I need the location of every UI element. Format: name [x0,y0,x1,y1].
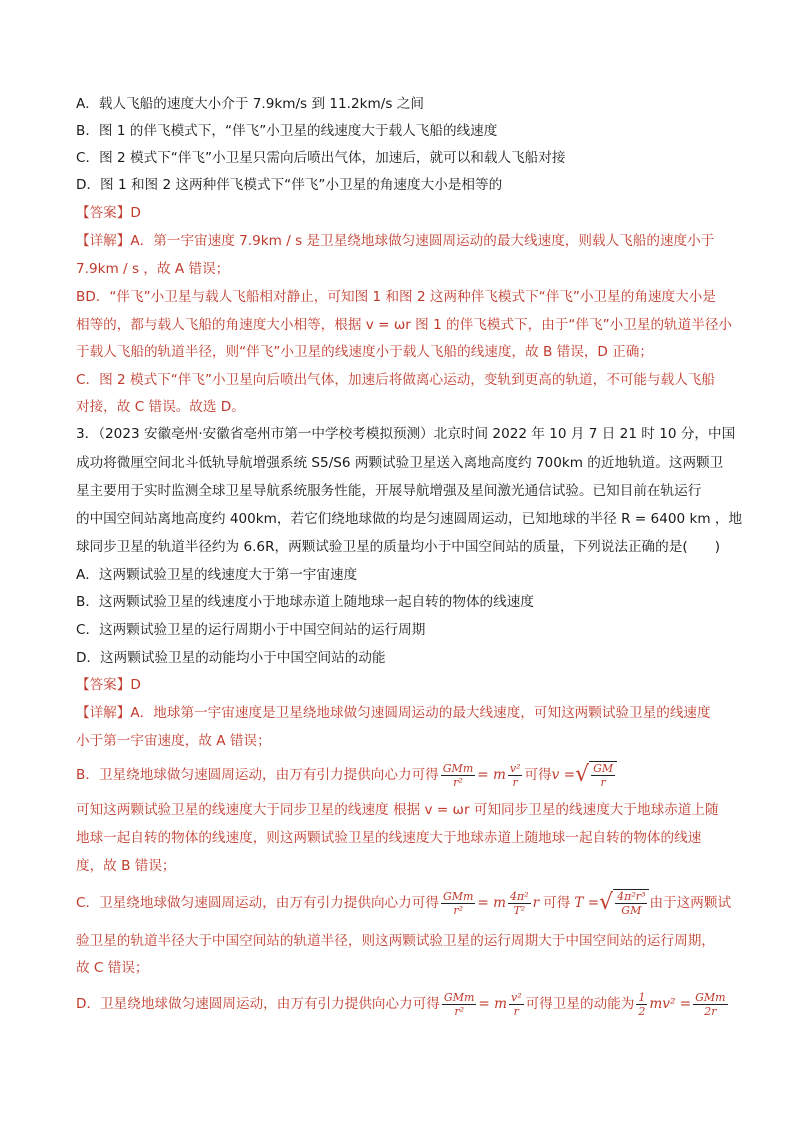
explanation-text: B．卫星绕地球做匀速圆周运动，由万有引力提供向心力可得 [76,767,439,783]
formula-fraction: $\frac{\text{GMm}}{\text{r²}}$ [443,990,475,1018]
formula-text: = m [478,996,507,1012]
option-c: C．这两颗试验卫星的运行周期小于中国空间站的运行周期 [76,622,426,638]
explanation-text: 【详解】A．地球第一宇宙速度是卫星绕地球做匀速圆周运动的最大线速度，可知这两颗试验卫星的线速度 [76,705,711,721]
option-d: D．这两颗试验卫星的动能均小于中国空间站的动能 [76,650,386,666]
formula-fraction: $\frac{\text{GMm}}{\text{r²}}$ [442,761,474,789]
option-a: A．这两颗试验卫星的线速度大于第一宇宙速度 [76,567,358,583]
formula-fraction: $\frac{\text{v²}}{r}$ [509,761,521,789]
formula-text: 可得卫星的动能为 [525,996,635,1012]
option-a: A．载人飞船的速度大小介于 7.9km/s 到 11.2km/s 之间 [76,96,424,112]
question-stem: 球同步卫星的轨道半径约为 6.6R，两颗试验卫星的质量均小于中国空间站的质量，下列说法正确的是( ) [76,539,721,555]
explanation-text: 于载人飞船的轨道半径，则“伴飞”小卫星的线速度小于载人飞船的线速度，故 B 错误，D 正确； [76,344,653,360]
formula-text: r [532,895,540,911]
formula-text: = m [477,895,507,911]
formula-text: v = [551,767,576,783]
answer-label: 【答案】D [76,205,141,221]
answer-label: 【答案】D [76,677,141,693]
question-stem: 星主要用于实时监测全球卫星导航系统服务性能，开展导航增强及星间激光通信试验。已知目前在轨运行 [76,483,702,499]
question-stem: 3．（2023 安徽亳州·安徽省亳州市第一中学校考模拟预测）北京时间 2022 年 10 月 7 日 21 时 10 分，中国 [76,426,736,442]
formula-sqrt: √ $\frac{\text{4π²r³}}{GM}$ [599,889,649,917]
explanation-text: 度，故 B 错误； [76,858,176,874]
explanation-text: D．卫星绕地球做匀速圆周运动，由万有引力提供向心力可得 [76,996,440,1012]
explanation-text: 小于第一宇宙速度，故 A 错误； [76,733,271,749]
option-b: B．这两颗试验卫星的线速度小于地球赤道上随地球一起自转的物体的线速度 [76,594,534,610]
explanation-formula-b [76,758,724,792]
formula-text: 可得 [543,895,571,911]
explanation-text: C．卫星绕地球做匀速圆周运动，由万有引力提供向心力可得 [76,895,439,911]
explanation-text: 验卫星的轨道半径大于中国空间站的轨道半径，则这两颗试验卫星的运行周期大于中国空间站的运行周期， [76,933,715,949]
formula-fraction: $\frac{\text{GMm}}{\text{r²}}$ [442,889,474,917]
option-c: C．图 2 模式下“伴飞”小卫星只需向后喷出气体，加速后，就可以和载人飞船对接 [76,150,566,166]
explanation-text: 对接，故 C 错误。故选 D。 [76,399,245,415]
explanation-formula-d [76,986,724,1022]
formula-fraction: $\frac{\text{v²}}{r}$ [511,990,522,1018]
formula-fraction: $\frac{\text{GMm}}{2r}$ [695,990,726,1018]
question-stem: 成功将微厘空间北斗低轨导航增强系统 S5/S6 两颗试验卫星送入离地高度约 700km 的近地轨道。这两颗卫 [76,455,724,471]
question-stem: 的中国空间站离地高度约 400km，若它们绕地球做的均是匀速圆周运动，已知地球的半径 R = 6400 km ，地 [76,511,743,527]
formula-text: = m [477,767,506,783]
formula-fraction: $\frac{1}{2}$ [638,990,646,1018]
explanation-text: 故 C 错误； [76,960,149,976]
formula-text: T = [574,895,600,911]
explanation-formula-c [76,884,732,922]
explanation-text: 可知这两颗试验卫星的线速度大于同步卫星的线速度 根据 v = ωr 可知同步卫星的线速度大于地球赤道上随 [76,802,719,818]
explanation-text: 相等的，都与载人飞船的角速度大小相等，根据 v = ωr 图 1 的伴飞模式下，由于“伴飞”小卫星的轨道半径小 [76,317,733,333]
explanation-text: C．图 2 模式下“伴飞”小卫星向后喷出气体，加速后将做离心运动，变轨到更高的轨道，不可能与载人飞船 [76,372,715,388]
explanation-text: 【详解】A．第一宇宙速度 7.9km / s 是卫星绕地球做匀速圆周运动的最大线速度，则载人飞船的速度小于 [76,233,715,249]
option-b: B．图 1 的伴飞模式下，“伴飞”小卫星的线速度大于载人飞船的线速度 [76,123,498,139]
formula-text: 可得 [524,767,552,783]
formula-sqrt: √ $\frac{GM}{r}$ [575,761,617,789]
explanation-text: 地球一起自转的物体的线速度，则这两颗试验卫星的线速度大于地球赤道上随地球一起自转的物体的线速 [76,830,702,846]
explanation-text: 7.9km / s ，故 A 错误； [76,261,230,277]
formula-text: mv² = [649,996,692,1012]
explanation-text: BD．“伴飞”小卫星与载人飞船相对静止，可知图 1 和图 2 这两种伴飞模式下“伴飞”小卫星的角速度大小是 [76,289,716,305]
option-d: D．图 1 和图 2 这两种伴飞模式下“伴飞”小卫星的角速度大小是相等的 [76,177,503,193]
formula-fraction: $\frac{\text{4π²}}{\text{T²}}$ [510,889,529,917]
formula-text: 由于这两颗试 [649,895,732,911]
